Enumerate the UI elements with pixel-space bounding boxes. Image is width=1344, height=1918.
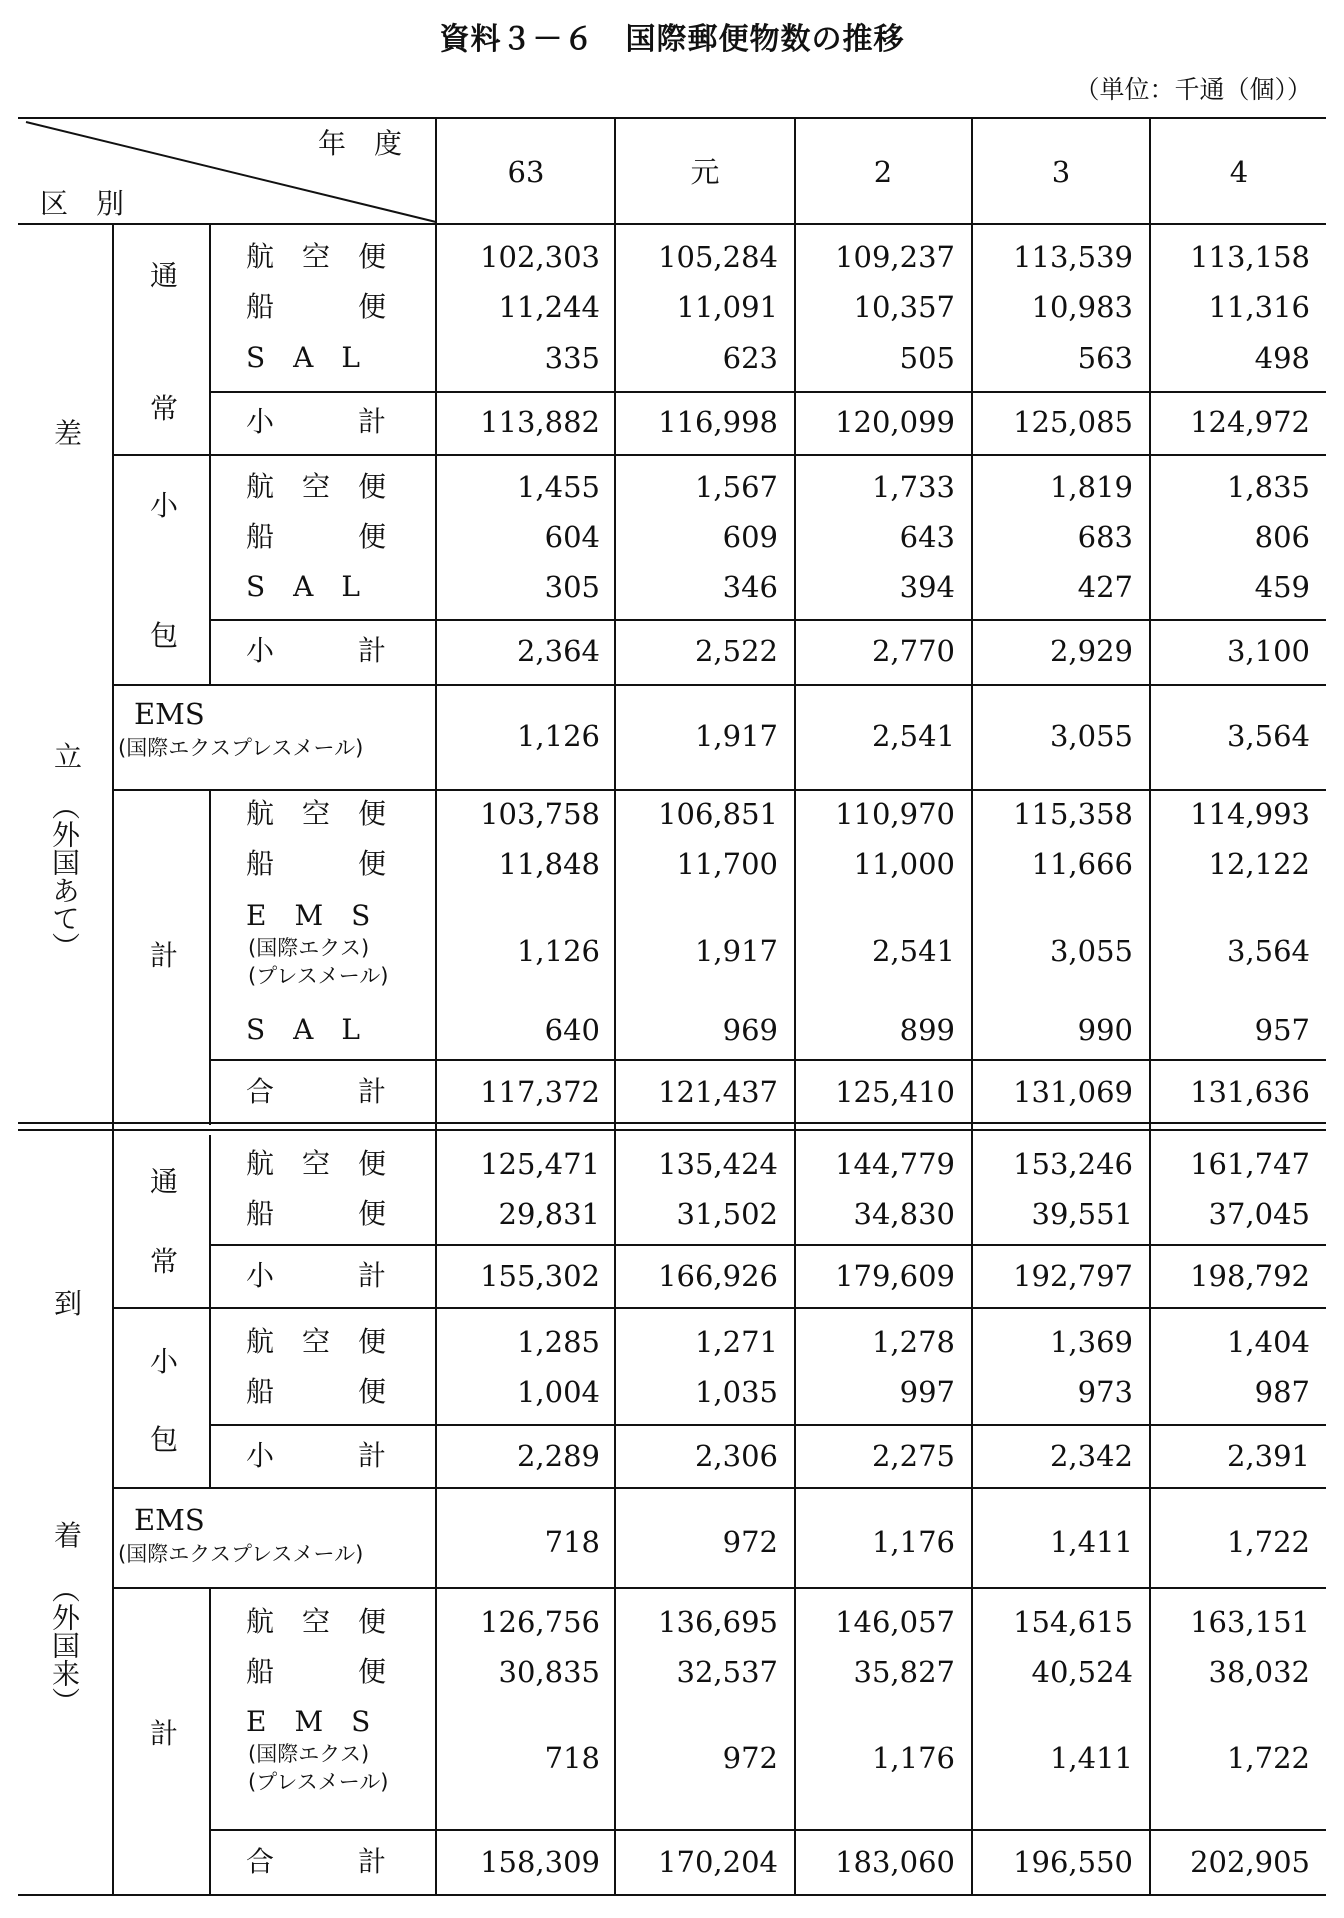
table-cell: 899 — [899, 1013, 955, 1047]
table-cell: 427 — [1077, 570, 1133, 604]
table-cell: 131,069 — [1013, 1075, 1133, 1109]
item-subtotal: 小 計 — [246, 1439, 387, 1472]
table-cell: 1,722 — [1226, 1741, 1310, 1775]
table-cell: 109,237 — [835, 240, 955, 274]
label-tsujo-2: 常 — [150, 1245, 179, 1278]
table-cell: 957 — [1254, 1013, 1310, 1047]
table-cell: 113,539 — [1013, 240, 1133, 274]
table-cell: 1,271 — [694, 1325, 778, 1359]
label-ko-1: 小 — [150, 489, 179, 522]
item-air: 航 空 便 — [246, 1325, 387, 1358]
table-cell: 623 — [722, 341, 778, 375]
item-ship: 船 便 — [246, 520, 387, 553]
table-cell: 718 — [544, 1741, 600, 1775]
page-title: 資料３－６ 国際郵便物数の推移 — [439, 22, 905, 57]
table-cell: 335 — [544, 341, 600, 375]
table-cell: 154,615 — [1013, 1605, 1133, 1639]
header-kubetsu: 区 別 — [40, 187, 125, 220]
label-to: 到 — [54, 1287, 83, 1320]
table-cell: 117,372 — [480, 1075, 600, 1109]
table-cell: 3,055 — [1049, 934, 1133, 968]
table-cell: 11,000 — [853, 847, 955, 881]
item-total: 合 計 — [246, 1845, 387, 1878]
table-cell: 115,358 — [1013, 797, 1133, 831]
table-cell: 1,567 — [694, 470, 778, 504]
table-cell: 2,275 — [871, 1439, 955, 1473]
table-cell: 2,342 — [1049, 1439, 1133, 1473]
table-cell: 102,303 — [480, 240, 600, 274]
table-cell: 110,970 — [835, 797, 955, 831]
header-year-3: 3 — [1051, 155, 1071, 189]
table-cell: 114,993 — [1190, 797, 1310, 831]
item-ems: E M S — [246, 899, 371, 932]
item-subtotal: 小 計 — [246, 634, 387, 667]
table-cell: 11,700 — [676, 847, 778, 881]
table-cell: 1,411 — [1049, 1525, 1133, 1559]
table-cell: 2,929 — [1049, 634, 1133, 668]
table-cell: 196,550 — [1013, 1845, 1133, 1879]
item-ems: E M S — [246, 1705, 371, 1738]
table-cell: 1,278 — [871, 1325, 955, 1359]
table-cell: 683 — [1077, 520, 1133, 554]
table-cell: 973 — [1077, 1375, 1133, 1409]
table-cell: 643 — [899, 520, 955, 554]
table-cell: 105,284 — [658, 240, 778, 274]
table-cell: 2,770 — [871, 634, 955, 668]
header-year-2: 2 — [873, 155, 893, 189]
table-cell: 155,302 — [480, 1259, 600, 1293]
table-cell: 2,306 — [694, 1439, 778, 1473]
header-year-gen: 元 — [690, 155, 720, 189]
table-cell: 135,424 — [658, 1147, 778, 1181]
table-cell: 3,100 — [1226, 634, 1310, 668]
item-air: 航 空 便 — [246, 797, 387, 830]
table-cell: 39,551 — [1031, 1197, 1133, 1231]
table-cell: 2,541 — [871, 934, 955, 968]
table-cell: 1,455 — [516, 470, 600, 504]
label-ko-2: 包 — [150, 1423, 179, 1456]
table-cell: 179,609 — [835, 1259, 955, 1293]
table-cell: 10,357 — [853, 290, 955, 324]
table-cell: 11,666 — [1031, 847, 1133, 881]
table-cell: 11,848 — [498, 847, 600, 881]
table-cell: 1,411 — [1049, 1741, 1133, 1775]
item-air: 航 空 便 — [246, 470, 387, 503]
table-cell: 202,905 — [1190, 1845, 1310, 1879]
table-cell: 116,998 — [658, 405, 778, 439]
label-tsujo-1: 通 — [150, 259, 179, 292]
table-cell: 40,524 — [1031, 1655, 1133, 1689]
table-cell: 30,835 — [498, 1655, 600, 1689]
label-ems-sub: (国際エクスプレスメール) — [118, 1542, 364, 1566]
item-ems-sub-2: (プレスメール) — [248, 964, 389, 988]
table-cell: 1,733 — [871, 470, 955, 504]
table-cell: 121,437 — [658, 1075, 778, 1109]
item-ship: 船 便 — [246, 1197, 387, 1230]
item-air: 航 空 便 — [246, 1605, 387, 1638]
table-cell: 163,151 — [1190, 1605, 1310, 1639]
table-cell: 1,819 — [1049, 470, 1133, 504]
table-cell: 2,541 — [871, 719, 955, 753]
item-sal: S A L — [246, 570, 360, 603]
header-year-4: 4 — [1229, 155, 1249, 189]
table-cell: 106,851 — [658, 797, 778, 831]
table-cell: 1,917 — [694, 934, 778, 968]
table-cell: 34,830 — [853, 1197, 955, 1231]
table-cell: 1,176 — [871, 1741, 955, 1775]
label-ems: EMS — [134, 1503, 205, 1537]
table-cell: 192,797 — [1013, 1259, 1133, 1293]
table-cell: 3,564 — [1226, 719, 1310, 753]
table-cell: 10,983 — [1031, 290, 1133, 324]
header-nendo: 年 度 — [318, 127, 403, 160]
table-cell: 120,099 — [835, 405, 955, 439]
table-cell: 29,831 — [498, 1197, 600, 1231]
table-cell: 2,289 — [516, 1439, 600, 1473]
item-sal: S A L — [246, 341, 360, 374]
table-cell: 459 — [1254, 570, 1310, 604]
table-cell: 1,835 — [1226, 470, 1310, 504]
table-cell: 640 — [544, 1013, 600, 1047]
label-kei: 計 — [150, 1717, 179, 1750]
table-cell: 153,246 — [1013, 1147, 1133, 1181]
item-subtotal: 小 計 — [246, 1259, 387, 1292]
table-cell: 972 — [722, 1741, 778, 1775]
item-subtotal: 小 計 — [246, 405, 387, 438]
table-cell: 1,176 — [871, 1525, 955, 1559]
table-cell: 563 — [1077, 341, 1133, 375]
table-cell: 125,410 — [835, 1075, 955, 1109]
table-cell: 11,316 — [1208, 290, 1310, 324]
table-cell: 126,756 — [480, 1605, 600, 1639]
table-cell: 972 — [722, 1525, 778, 1559]
table-cell: 11,091 — [676, 290, 778, 324]
table-cell: 2,364 — [516, 634, 600, 668]
table-cell: 1,004 — [516, 1375, 600, 1409]
table-cell: 113,158 — [1190, 240, 1310, 274]
label-ems-sub: (国際エクスプレスメール) — [118, 736, 364, 760]
unit-note: （単位：千通（個）） — [1074, 75, 1312, 104]
table-cell: 31,502 — [676, 1197, 778, 1231]
table-cell: 113,882 — [480, 405, 600, 439]
table-cell: 806 — [1254, 520, 1310, 554]
table-cell: 12,122 — [1208, 847, 1310, 881]
label-tsujo-1: 通 — [150, 1165, 179, 1198]
label-ko-2: 包 — [150, 619, 179, 652]
item-ems-sub-1: (国際エクス) — [248, 1742, 370, 1766]
table-cell: 990 — [1077, 1013, 1133, 1047]
table-cell: 158,309 — [480, 1845, 600, 1879]
table-cell: 498 — [1254, 341, 1310, 375]
table-cell: 1,126 — [516, 719, 600, 753]
item-ship: 船 便 — [246, 847, 387, 880]
label-chaku: 着 — [54, 1519, 83, 1552]
table-cell: 125,471 — [480, 1147, 600, 1181]
table-cell: 505 — [899, 341, 955, 375]
table-cell: 38,032 — [1208, 1655, 1310, 1689]
table-cell: 170,204 — [658, 1845, 778, 1879]
label-ems: EMS — [134, 697, 205, 731]
item-total: 合 計 — [246, 1075, 387, 1108]
table-cell: 166,926 — [658, 1259, 778, 1293]
table-cell: 1,285 — [516, 1325, 600, 1359]
table-cell: 394 — [899, 570, 955, 604]
table-cell: 1,369 — [1049, 1325, 1133, 1359]
item-ems-sub-1: (国際エクス) — [248, 936, 370, 960]
table-cell: 2,522 — [694, 634, 778, 668]
header-year-63: 63 — [507, 155, 545, 189]
item-ship: 船 便 — [246, 1375, 387, 1408]
item-ship: 船 便 — [246, 290, 387, 323]
table-cell: 146,057 — [835, 1605, 955, 1639]
table-cell: 103,758 — [480, 797, 600, 831]
label-gaikoku-rai: （外国来） — [48, 1575, 81, 1715]
table-cell: 3,055 — [1049, 719, 1133, 753]
table-cell: 3,564 — [1226, 934, 1310, 968]
table-cell: 11,244 — [498, 290, 600, 324]
table-cell: 1,404 — [1226, 1325, 1310, 1359]
table-cell: 183,060 — [835, 1845, 955, 1879]
table-cell: 718 — [544, 1525, 600, 1559]
table-cell: 144,779 — [835, 1147, 955, 1181]
table-cell: 1,722 — [1226, 1525, 1310, 1559]
label-gaikoku-ate: （外国あて） — [48, 792, 81, 960]
label-ko-1: 小 — [150, 1345, 179, 1378]
table-cell: 37,045 — [1208, 1197, 1310, 1231]
table-cell: 305 — [544, 570, 600, 604]
label-sa: 差 — [54, 417, 83, 450]
table-cell: 346 — [722, 570, 778, 604]
label-tsujo-2: 常 — [150, 392, 179, 425]
table-cell: 131,636 — [1190, 1075, 1310, 1109]
table-cell: 1,917 — [694, 719, 778, 753]
table-cell: 604 — [544, 520, 600, 554]
table-cell: 161,747 — [1190, 1147, 1310, 1181]
table-cell: 32,537 — [676, 1655, 778, 1689]
table-cell: 136,695 — [658, 1605, 778, 1639]
table-cell: 124,972 — [1190, 405, 1310, 439]
item-air: 航 空 便 — [246, 240, 387, 273]
item-ship: 船 便 — [246, 1655, 387, 1688]
table-cell: 198,792 — [1190, 1259, 1310, 1293]
label-ritsu: 立 — [54, 740, 83, 773]
item-air: 航 空 便 — [246, 1147, 387, 1180]
table-cell: 969 — [722, 1013, 778, 1047]
table-cell: 1,035 — [694, 1375, 778, 1409]
table-cell: 1,126 — [516, 934, 600, 968]
table-cell: 987 — [1254, 1375, 1310, 1409]
table-cell: 2,391 — [1226, 1439, 1310, 1473]
table-cell: 125,085 — [1013, 405, 1133, 439]
item-sal: S A L — [246, 1013, 360, 1046]
table-cell: 997 — [899, 1375, 955, 1409]
item-ems-sub-2: (プレスメール) — [248, 1770, 389, 1794]
label-kei: 計 — [150, 939, 179, 972]
table-cell: 35,827 — [853, 1655, 955, 1689]
table-cell: 609 — [722, 520, 778, 554]
